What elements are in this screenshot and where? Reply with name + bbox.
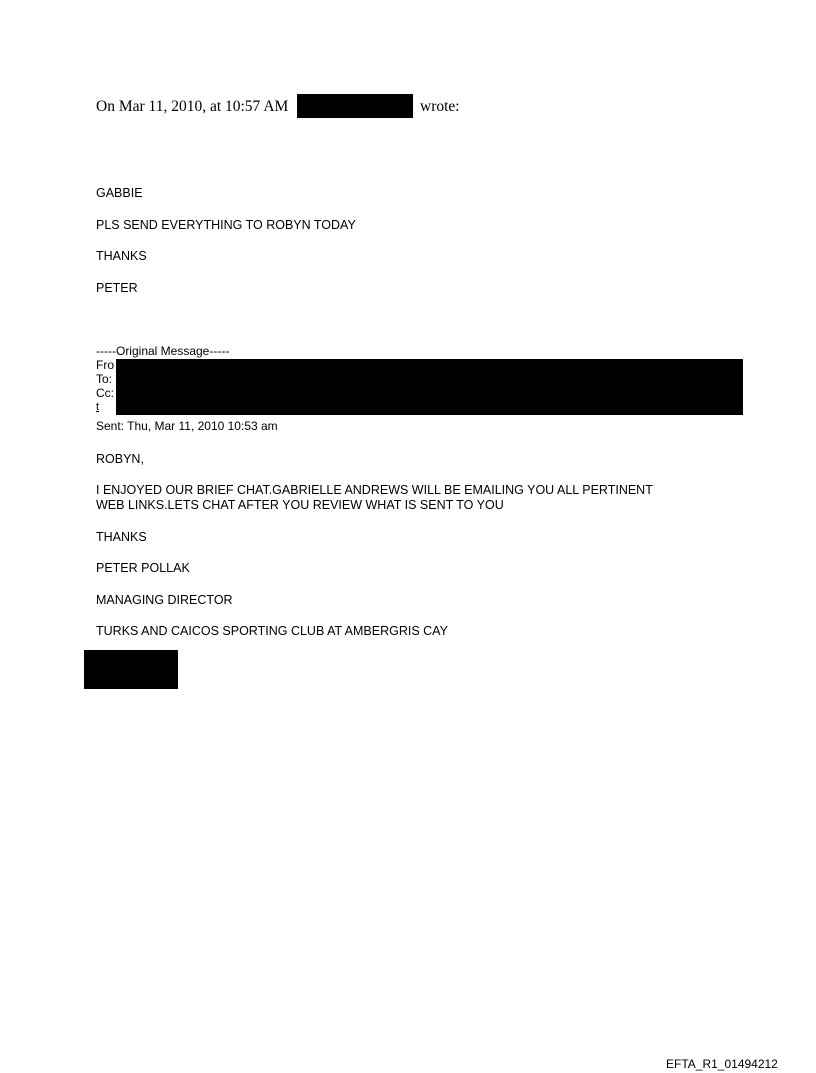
signature-organization: TURKS AND CAICOS SPORTING CLUB AT AMBERGRIS CAY — [96, 624, 448, 638]
original-body-line-2: WEB LINKS.LETS CHAT AFTER YOU REVIEW WHAT IS SENT TO YOU — [96, 498, 504, 512]
signature-name: PETER POLLAK — [96, 561, 190, 575]
original-greeting: ROBYN, — [96, 452, 144, 466]
message-closing: THANKS — [96, 249, 147, 263]
message-body: PLS SEND EVERYTHING TO ROBYN TODAY — [96, 218, 356, 232]
message-signature: PETER — [96, 281, 138, 295]
redaction-signature-block — [84, 650, 178, 689]
original-closing: THANKS — [96, 530, 147, 544]
signature-title: MANAGING DIRECTOR — [96, 593, 233, 607]
subject-fragment: t — [96, 401, 100, 413]
reply-header-prefix: On Mar 11, 2010, at 10:57 AM — [96, 98, 289, 115]
original-separator: -----Original Message----- — [96, 344, 230, 358]
cc-label: Cc: — [96, 386, 114, 400]
sent-line: Sent: Thu, Mar 11, 2010 10:53 am — [96, 419, 278, 433]
from-label: Fro — [96, 358, 114, 372]
message-greeting: GABBIE — [96, 186, 143, 200]
to-label: To: — [96, 372, 113, 386]
redaction-sender — [297, 94, 413, 118]
original-body-line-1: I ENJOYED OUR BRIEF CHAT.GABRIELLE ANDREWS WILL BE EMAILING YOU ALL PERTINENT — [96, 483, 653, 497]
redaction-header-block — [116, 359, 743, 415]
reply-header-suffix: wrote: — [420, 98, 460, 115]
bates-number: EFTA_R1_01494212 — [666, 1057, 778, 1071]
